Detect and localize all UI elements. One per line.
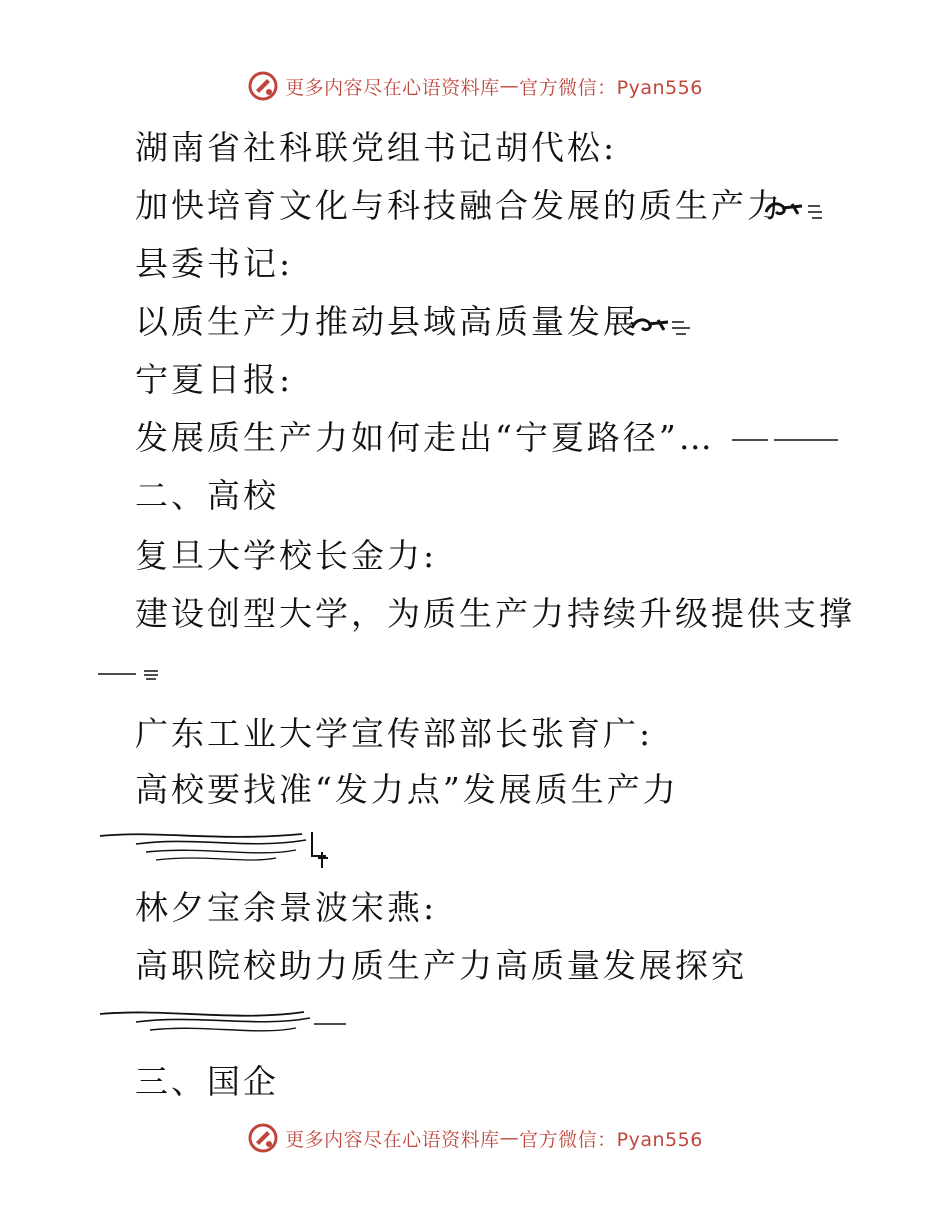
watermark-text: 更多内容尽在心语资料库 [285,76,500,99]
text-line-13: 高职院校助力质生产力高质量发展探究 [135,946,747,985]
scribble-mark-icon [628,312,698,338]
text-line-8: 复旦大学校长金力: [135,536,438,575]
section-heading-soe: 三、国企 [135,1062,279,1101]
dash-line-icon [730,432,840,446]
watermark-text: 更多内容尽在心语资料库 [285,1128,500,1151]
watermark-footer [0,1122,950,1154]
watermark-separator: — [499,1127,520,1149]
watermark-separator: — [499,75,520,97]
text-line-3: 县委书记: [135,244,294,283]
wavy-underline-icon [96,1004,356,1040]
text-line-11: 高校要找准“发力点”发展质生产力 [135,770,679,809]
seal-logo-icon [247,1122,279,1154]
watermark-header [0,70,950,102]
watermark-contact: 官方微信：Pyan556 [519,1128,703,1151]
text-line-5: 宁夏日报: [135,360,294,399]
text-line-10: 广东工业大学宣传部部长张育广: [135,714,654,753]
text-line-6: 发展质生产力如何走出“宁夏路径”… [135,418,715,457]
text-line-4: 以质生产力推动县域高质量发展 [135,302,639,341]
text-line-1: 湖南省社科联党组书记胡代松: [135,128,618,167]
section-heading-universities: 二、高校 [135,476,279,515]
text-line-12: 林夕宝余景波宋燕: [135,888,438,927]
seal-logo-icon [247,70,279,102]
dash-line-icon [96,664,166,684]
text-line-2: 加快培育文化与科技融合发展的质生产力 [135,186,783,225]
text-line-9: 建设创型大学，为质生产力持续升级提供支撑 [135,594,855,633]
wavy-underline-icon [96,826,336,870]
scribble-mark-icon [762,196,834,222]
watermark-contact: 官方微信：Pyan556 [519,76,703,99]
